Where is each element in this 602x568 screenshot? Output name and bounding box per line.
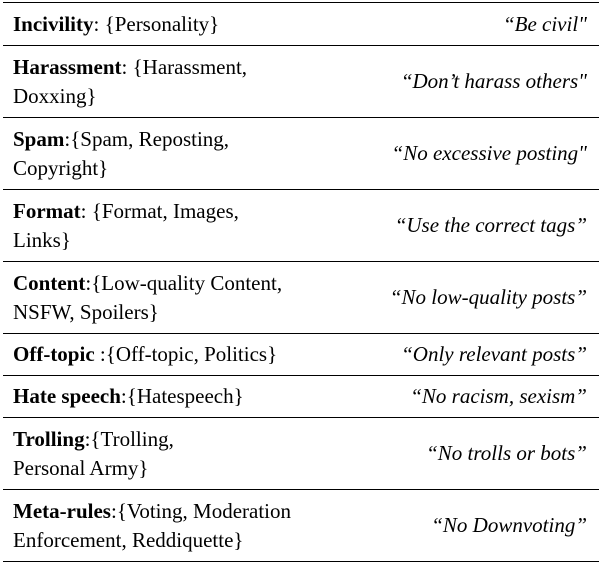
category-separator: : (84, 426, 91, 451)
category-cell (13, 340, 277, 369)
example-rule: “Don’t harass others" (400, 69, 587, 93)
table-row (3, 117, 599, 189)
example-rule: “No trolls or bots” (426, 441, 587, 465)
subcategory-list: {Hatespeech} (126, 384, 244, 408)
category-cell (13, 10, 219, 39)
table-row (3, 375, 599, 417)
subcategory-list: {Spam, Reposting, (70, 126, 230, 151)
category-separator: : (80, 198, 92, 223)
table-row (3, 3, 599, 45)
category-cell (13, 53, 247, 111)
subcategory-list: {Voting, Moderation (116, 498, 291, 523)
category-separator: : (120, 384, 127, 408)
table-row (3, 45, 599, 117)
subcategory-list-continued: NSFW, Spoilers} (13, 299, 159, 324)
table-row (3, 417, 599, 489)
subcategory-list: {Low-quality Content, (91, 270, 283, 295)
category-name: Harassment (13, 54, 122, 79)
subcategory-list-continued: Doxxing} (13, 83, 97, 108)
category-separator: : (121, 54, 133, 79)
category-cell (13, 382, 244, 411)
category-name: Off-topic (13, 342, 95, 366)
category-name: Content (13, 270, 86, 295)
category-cell (13, 125, 229, 183)
subcategory-list: {Harassment, (132, 54, 248, 79)
subcategory-list-continued: Enforcement, Reddiquette} (13, 527, 244, 552)
rule-category-table (3, 2, 599, 562)
category-separator: : (64, 126, 71, 151)
category-name: Format (13, 198, 81, 223)
subcategory-list: {Personality} (104, 11, 220, 36)
subcategory-list: {Trolling, (90, 426, 174, 451)
category-name: Meta-rules (13, 498, 111, 523)
table-row (3, 261, 599, 333)
example-rule: “Use the correct tags” (394, 213, 587, 237)
category-name: Trolling (13, 426, 85, 451)
category-name: Incivility (13, 11, 94, 36)
example-rule: “No low-quality posts” (389, 285, 587, 309)
example-rule: “No excessive posting" (391, 141, 587, 165)
table-row (3, 489, 599, 561)
category-cell (13, 197, 239, 255)
category-cell (13, 497, 291, 555)
example-rule: “No racism, sexism” (410, 384, 587, 408)
table-row (3, 333, 599, 375)
subcategory-list-continued: Personal Army} (13, 455, 149, 480)
example-rule: “Be civil" (502, 11, 587, 36)
category-separator: : (93, 11, 105, 36)
category-name: Hate speech (13, 384, 121, 408)
subcategory-list-continued: Links} (13, 227, 71, 252)
category-separator: : (110, 498, 117, 523)
category-name: Spam (13, 126, 65, 151)
category-cell (13, 425, 174, 483)
category-separator: : (85, 270, 92, 295)
subcategory-list: {Off-topic, Politics} (105, 342, 278, 366)
example-rule: “Only relevant posts” (401, 342, 587, 366)
table-row (3, 189, 599, 261)
category-cell (13, 269, 282, 327)
subcategory-list: {Format, Images, (91, 198, 239, 223)
subcategory-list-continued: Copyright} (13, 155, 109, 180)
example-rule: “No Downvoting” (431, 513, 587, 537)
category-separator: : (94, 342, 106, 366)
